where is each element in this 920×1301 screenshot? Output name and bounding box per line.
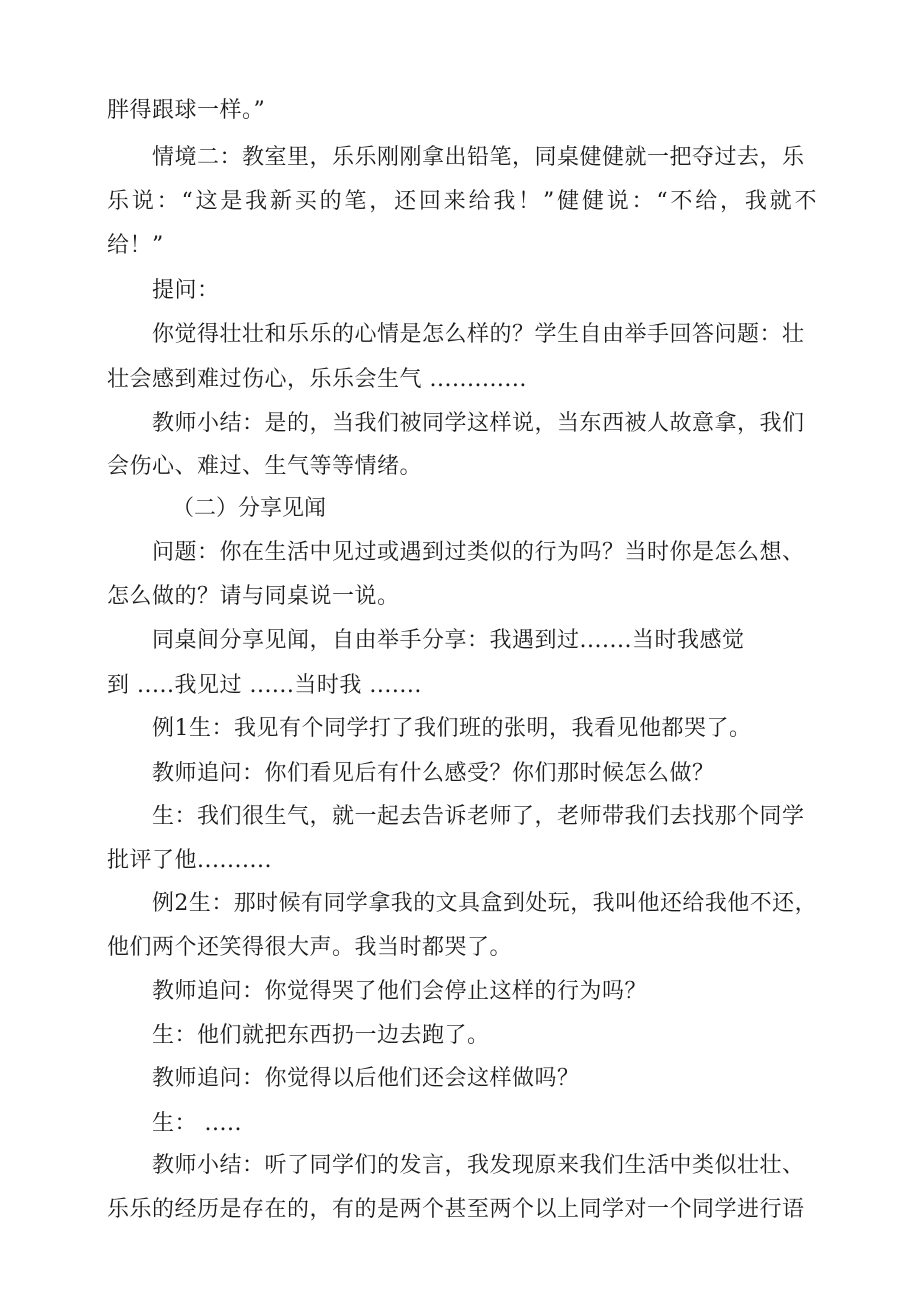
text-line: 教师小结：听了同学们的发言，我发现原来我们生活中类似壮壮、 (152, 1153, 805, 1178)
section-heading: （二）分享见闻 (172, 496, 327, 521)
text-line: 生：他们就把东西扔一边去跑了。 (152, 1023, 490, 1048)
text-line: 问题：你在生活中见过或遇到过类似的行为吗？当时你是怎么想、 (152, 540, 805, 565)
text-line: 给！” (107, 233, 164, 258)
text-line: 他们两个还笑得很大声。我当时都哭了。 (107, 935, 513, 960)
text-line: 例2生：那时候有同学拿我的文具盒到处玩，我叫他还给我他不还， (152, 891, 817, 916)
text-line: 教师追问：你们看见后有什么感受？你们那时候怎么做？ (152, 761, 715, 786)
text-line: 怎么做的？请与同桌说一说。 (107, 584, 400, 609)
text-line: 例1生：我见有个同学打了我们班的张明，我看见他都哭了。 (152, 716, 752, 741)
text-line: 教师小结：是的，当我们被同学这样说，当东西被人故意拿，我们 (152, 411, 805, 436)
text-line: 乐乐的经历是存在的，有的是两个甚至两个以上同学对一个同学进行语 (107, 1197, 805, 1222)
text-line: 批评了他.......... (107, 848, 272, 873)
text-line: 生： ..... (152, 1111, 242, 1136)
text-line: 教师追问：你觉得以后他们还会这样做吗？ (152, 1066, 580, 1091)
text-line: 你觉得壮壮和乐乐的心情是怎么样的？学生自由举手回答问题：壮 (152, 322, 805, 347)
text-line: 生：我们很生气，就一起去告诉老师了，老师带我们去找那个同学 (152, 804, 805, 829)
text-line: 会伤心、难过、生气等等情绪。 (107, 454, 423, 479)
text-line: 教师追问：你觉得哭了他们会停止这样的行为吗？ (152, 979, 648, 1004)
text-line: 提问： (152, 278, 220, 303)
text-line: 情境二：教室里，乐乐刚刚拿出铅笔，同桌健健就一把夺过去，乐 (152, 145, 805, 170)
text-line: 胖得跟球一样。” (107, 98, 266, 123)
text-line: 同桌间分享见闻，自由举手分享：我遇到过.......当时我感觉 (152, 628, 745, 653)
text-line: 乐说：“这是我新买的笔，还回来给我！”健健说：“不给，我就不 (107, 189, 817, 214)
text-line: 到 .....我见过 ......当时我 ....... (107, 673, 422, 698)
text-line: 壮会感到难过伤心，乐乐会生气 ............. (107, 367, 527, 392)
